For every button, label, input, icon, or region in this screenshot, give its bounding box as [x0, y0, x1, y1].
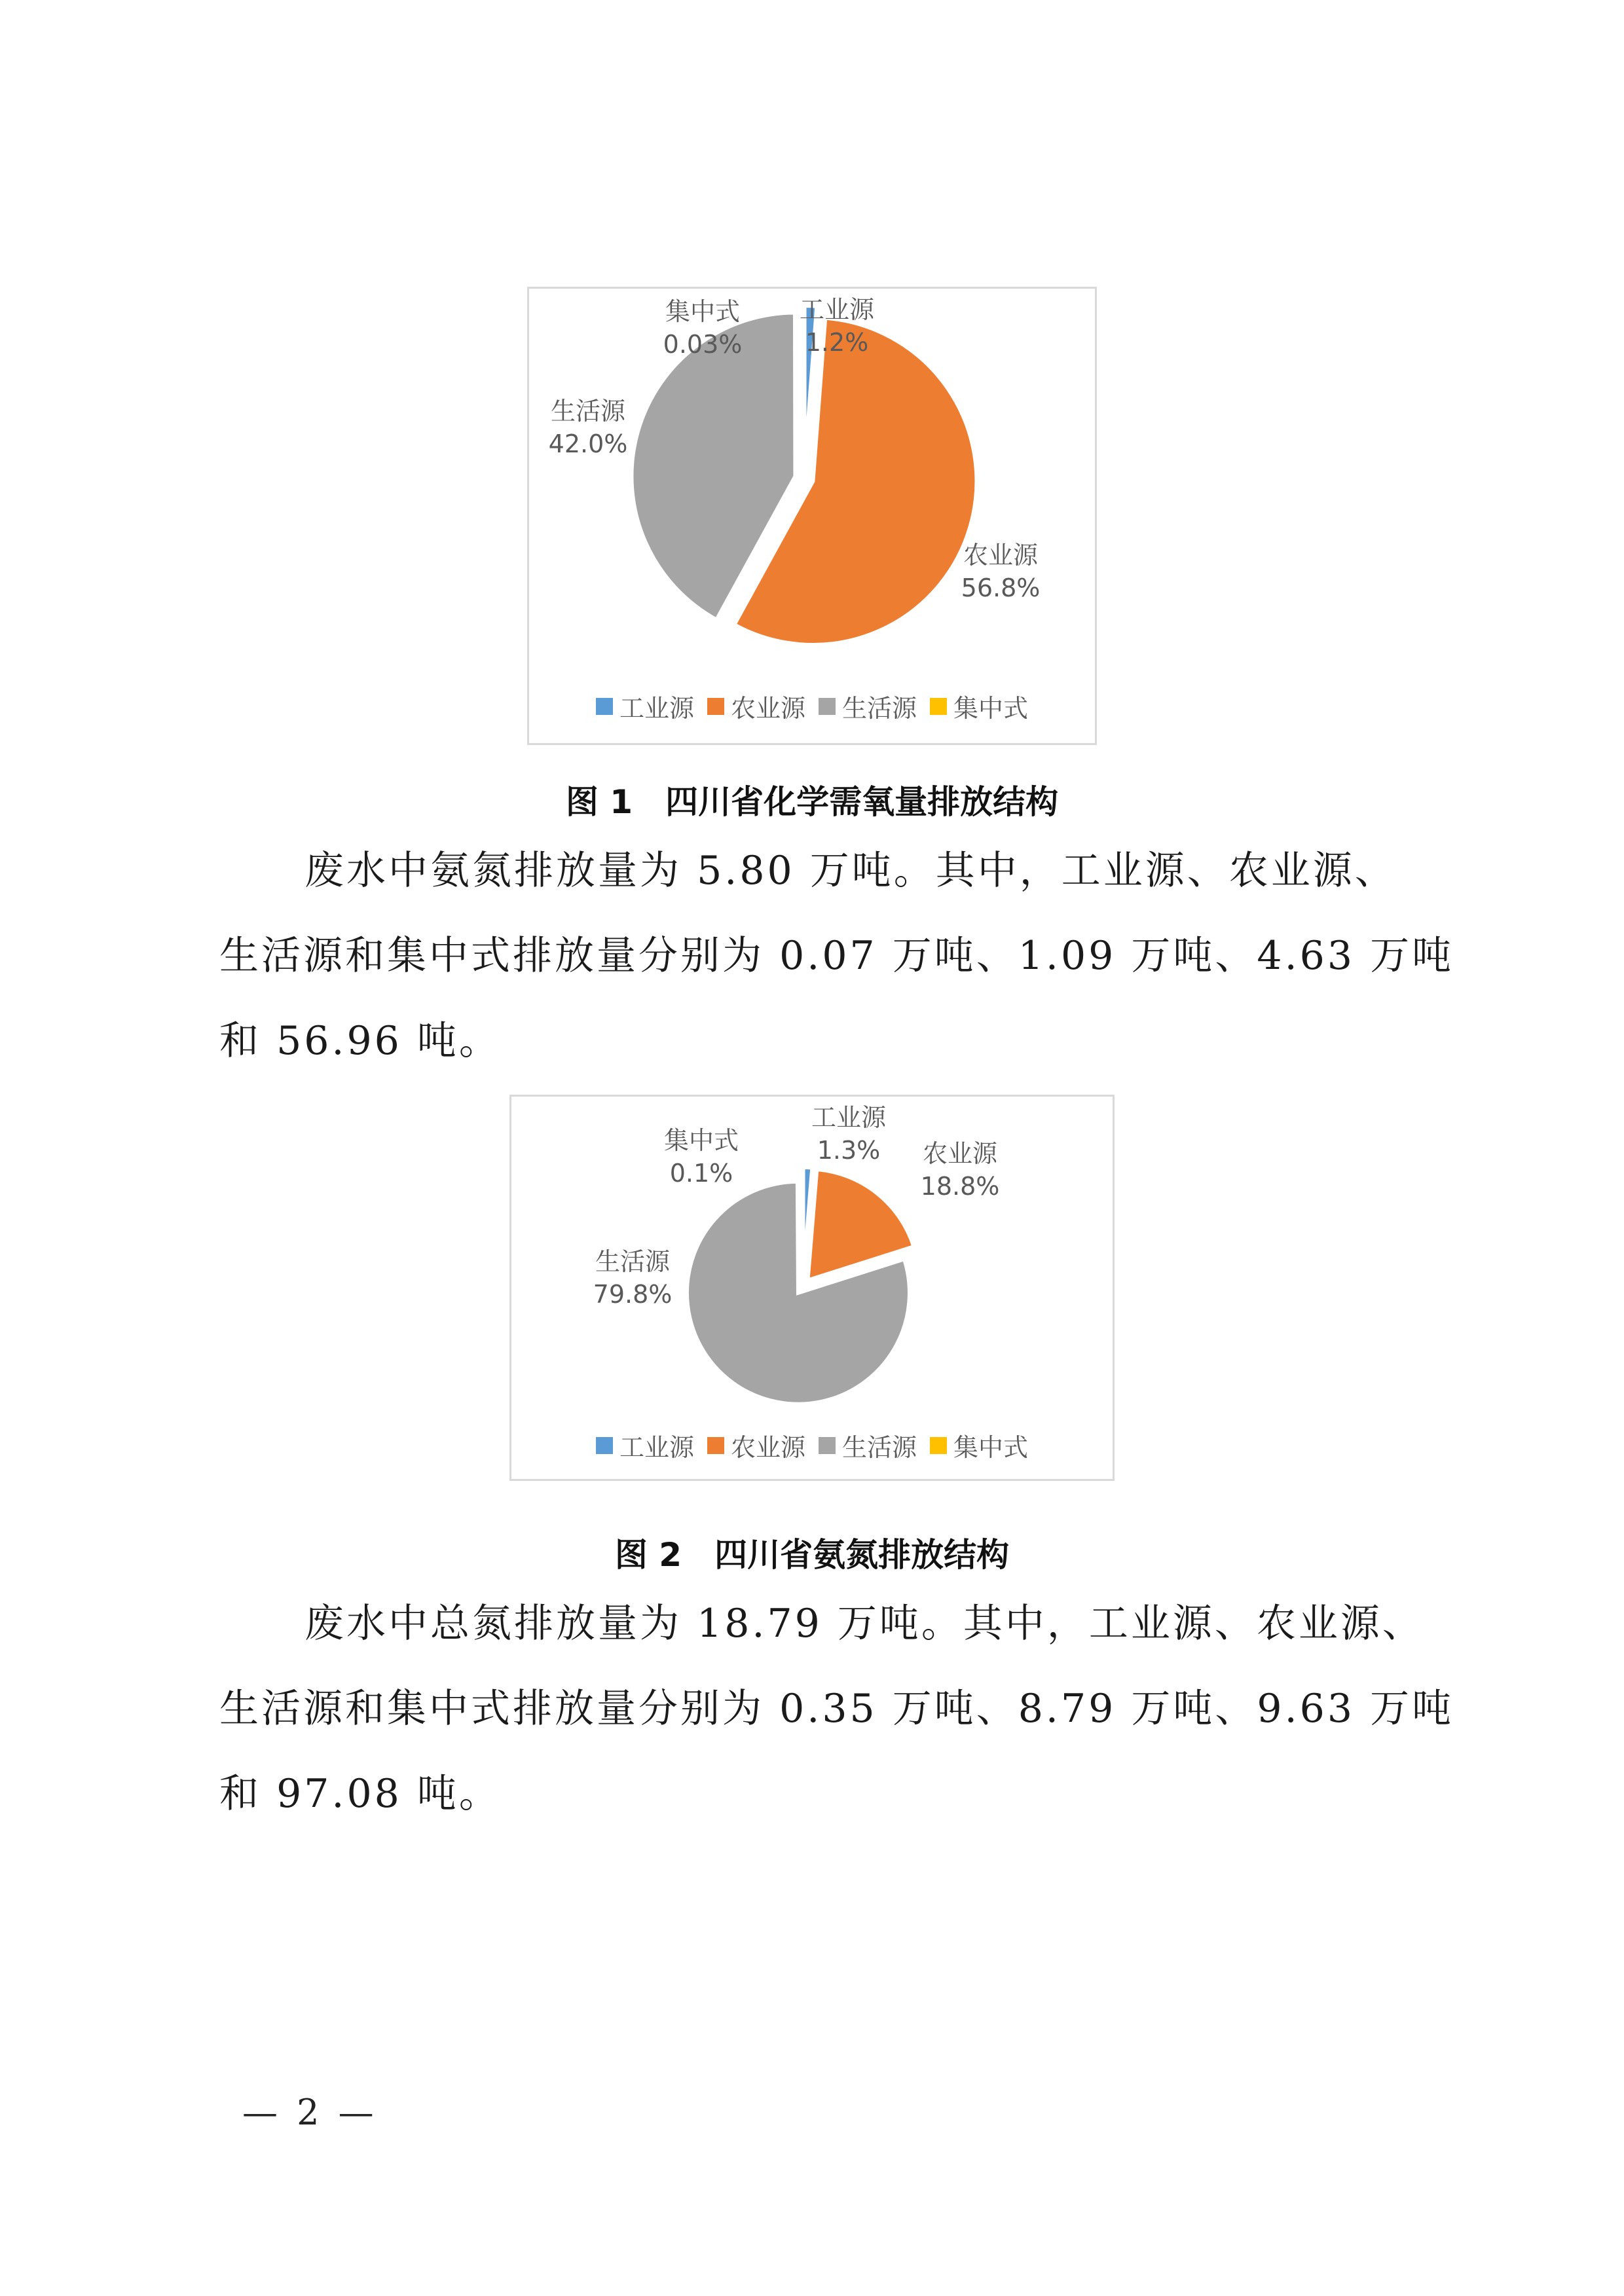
chart-legend — [511, 1427, 1113, 1463]
chart-legend — [529, 688, 1095, 724]
paragraph-line: 生活源和集中式排放量分别为 0.35 万吨、8.79 万吨、9.63 万吨 — [219, 1686, 1454, 1732]
paragraph-line: 生活源和集中式排放量分别为 0.07 万吨、1.09 万吨、4.63 万吨 — [219, 933, 1454, 979]
legend-swatch — [930, 1437, 947, 1454]
paragraph-total-nitrogen — [219, 1581, 1454, 1836]
legend-swatch — [707, 698, 724, 715]
legend-label: 工业源 — [619, 694, 694, 723]
legend-label: 集中式 — [953, 1433, 1029, 1462]
slice-label-value: 79.8% — [593, 1280, 673, 1309]
paragraph-line: 废水中氨氮排放量为 5.80 万吨。其中，工业源、农业源、 — [304, 848, 1397, 894]
legend-swatch — [819, 1437, 836, 1454]
paragraph-ammonia — [219, 828, 1454, 1084]
slice-label-category: 集中式 — [663, 1126, 739, 1155]
figure-caption-1: 图 1 四川省化学需氧量排放结构 — [565, 783, 1059, 821]
legend-item — [930, 1427, 1028, 1463]
legend-label: 农业源 — [730, 1433, 805, 1462]
slice-label-value: 18.8% — [920, 1172, 1000, 1201]
legend-swatch — [596, 698, 613, 715]
legend-swatch — [930, 698, 947, 715]
legend-label: 生活源 — [842, 694, 917, 723]
legend-label: 农业源 — [730, 694, 805, 723]
pie-chart-ammonia-svg — [511, 1097, 1116, 1483]
slice-label-value: 0.1% — [669, 1159, 733, 1188]
paragraph-line: 和 56.96 吨。 — [219, 1018, 501, 1064]
slice-label-category: 生活源 — [550, 397, 626, 426]
slice-label-value: 1.2% — [805, 328, 869, 357]
pie-chart-cod — [527, 287, 1097, 745]
legend-item — [596, 1427, 694, 1463]
legend-label: 集中式 — [953, 694, 1029, 723]
slice-label-category: 集中式 — [665, 297, 741, 326]
slice-label-category: 工业源 — [799, 295, 875, 324]
slice-label-value: 1.3% — [817, 1136, 881, 1165]
legend-item — [930, 688, 1028, 724]
slice-label-category: 农业源 — [922, 1139, 998, 1168]
slice-label-category: 农业源 — [963, 541, 1039, 570]
slice-label-category: 生活源 — [595, 1247, 671, 1276]
legend-label: 生活源 — [842, 1433, 917, 1462]
legend-item — [707, 1427, 805, 1463]
figure-caption-2: 图 2 四川省氨氮排放结构 — [614, 1536, 1010, 1574]
pie-chart-ammonia — [509, 1095, 1115, 1481]
legend-item — [707, 688, 805, 724]
legend-item — [819, 688, 917, 724]
paragraph-line: 和 97.08 吨。 — [219, 1771, 501, 1817]
page-number: — 2 — — [242, 2092, 378, 2133]
legend-label: 工业源 — [619, 1433, 694, 1462]
slice-label-category: 工业源 — [811, 1103, 887, 1132]
slice-label-value: 0.03% — [663, 330, 743, 359]
slice-label-value: 56.8% — [961, 574, 1041, 602]
legend-swatch — [707, 1437, 724, 1454]
paragraph-line: 废水中总氮排放量为 18.79 万吨。其中，工业源、农业源、 — [304, 1601, 1424, 1647]
pie-slice-3 — [802, 1167, 803, 1279]
slice-label-value: 42.0% — [548, 429, 628, 458]
legend-swatch — [596, 1437, 613, 1454]
legend-item — [819, 1427, 917, 1463]
legend-item — [596, 688, 694, 724]
legend-swatch — [819, 698, 836, 715]
pie-chart-cod-svg — [529, 289, 1099, 747]
